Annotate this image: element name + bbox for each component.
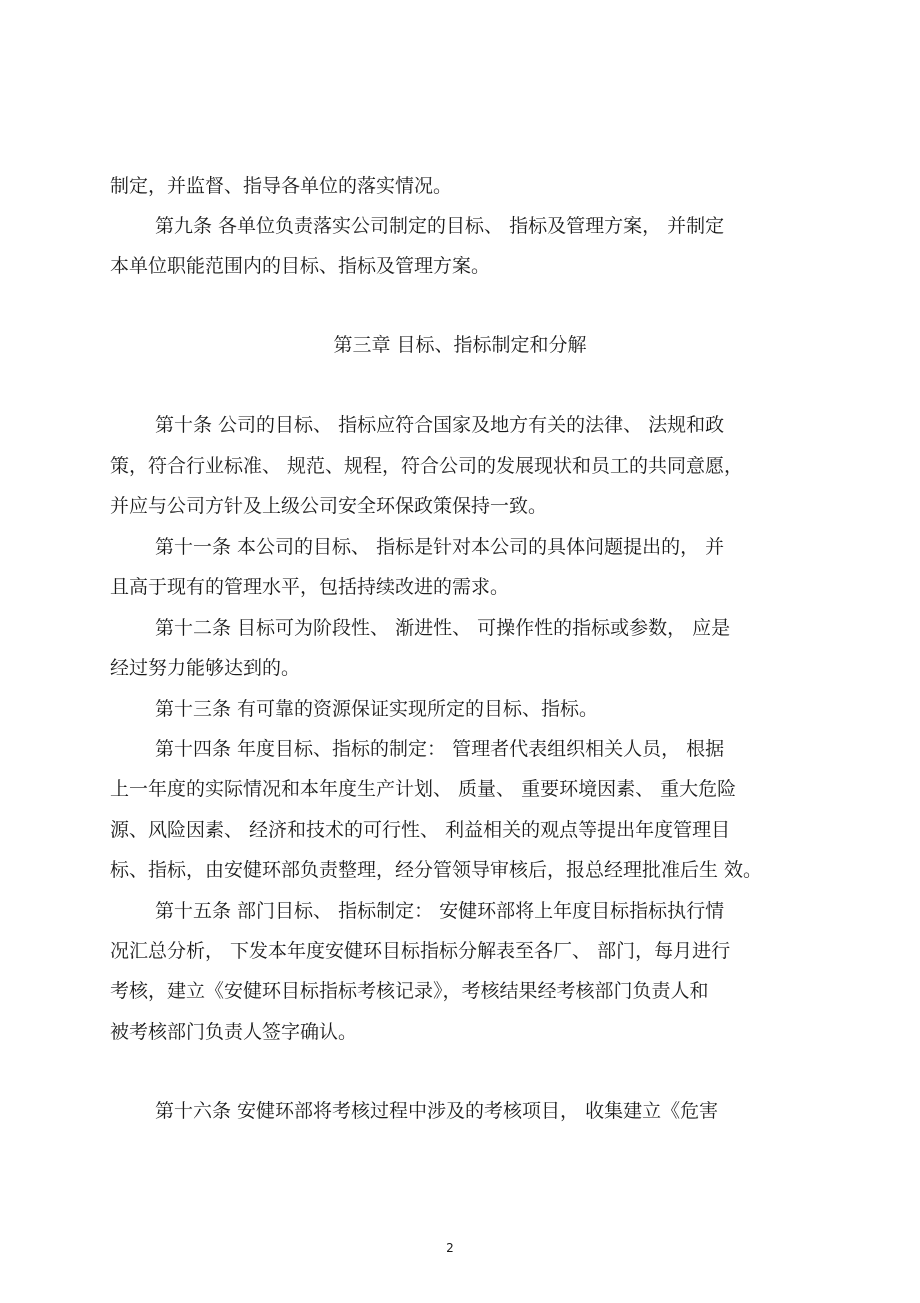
text-line: 本单位职能范围内的目标、指标及管理方案。 — [110, 255, 491, 277]
text-line: 第十六条 安健环部将考核过程中涉及的考核项目， 收集建立《危害 — [155, 1100, 719, 1122]
text-line: 第十一条 本公司的目标、 指标是针对本公司的具体问题提出的， 并 — [155, 536, 725, 558]
text-line: 第十条 公司的目标、 指标应符合国家及地方有关的法律、 法规和政 — [155, 414, 725, 436]
text-line: 第十三条 有可靠的资源保证实现所定的目标、指标。 — [155, 698, 599, 720]
text-line: 制定，并监督、指导各单位的落实情况。 — [110, 175, 453, 197]
text-line: 且高于现有的管理水平，包括持续改进的需求。 — [110, 576, 510, 598]
text-line: 第九条 各单位负责落实公司制定的目标、 指标及管理方案， 并制定 — [155, 215, 725, 237]
text-line: 被考核部门负责人签字确认。 — [110, 1021, 358, 1043]
text-line: 经过努力能够达到的。 — [110, 657, 301, 679]
page-number: 2 — [446, 1241, 454, 1255]
text-line: 第十二条 目标可为阶段性、 渐进性、 可操作性的指标或参数， 应是 — [155, 617, 731, 639]
text-line: 源、风险因素、 经济和技术的可行性、 利益相关的观点等提出年度管理目 — [110, 819, 731, 841]
text-line: 第十五条 部门目标、 指标制定： 安健环部将上年度目标指标执行情 — [155, 900, 725, 922]
text-line: 考核，建立《安健环目标指标考核记录》，考核结果经考核部门负责人和 — [110, 980, 709, 1002]
text-line: 并应与公司方针及上级公司安全环保政策保持一致。 — [110, 495, 548, 517]
text-line: 第十四条 年度目标、指标的制定： 管理者代表组织相关人员， 根据 — [155, 738, 725, 760]
text-line: 标、指标，由安健环部负责整理，经分管领导审核后，报总经理批准后生 效。 — [110, 859, 763, 881]
chapter-heading: 第三章 目标、指标制定和分解 — [333, 334, 587, 356]
text-line: 策，符合行业标准、 规范、规程，符合公司的发展现状和员工的共同意愿， — [110, 455, 744, 477]
text-line: 上一年度的实际情况和本年度生产计划、 质量、 重要环境因素、 重大危险 — [110, 778, 737, 800]
text-line: 况汇总分析， 下发本年度安健环目标指标分解表至各厂、 部门，每月进行 — [110, 940, 731, 962]
